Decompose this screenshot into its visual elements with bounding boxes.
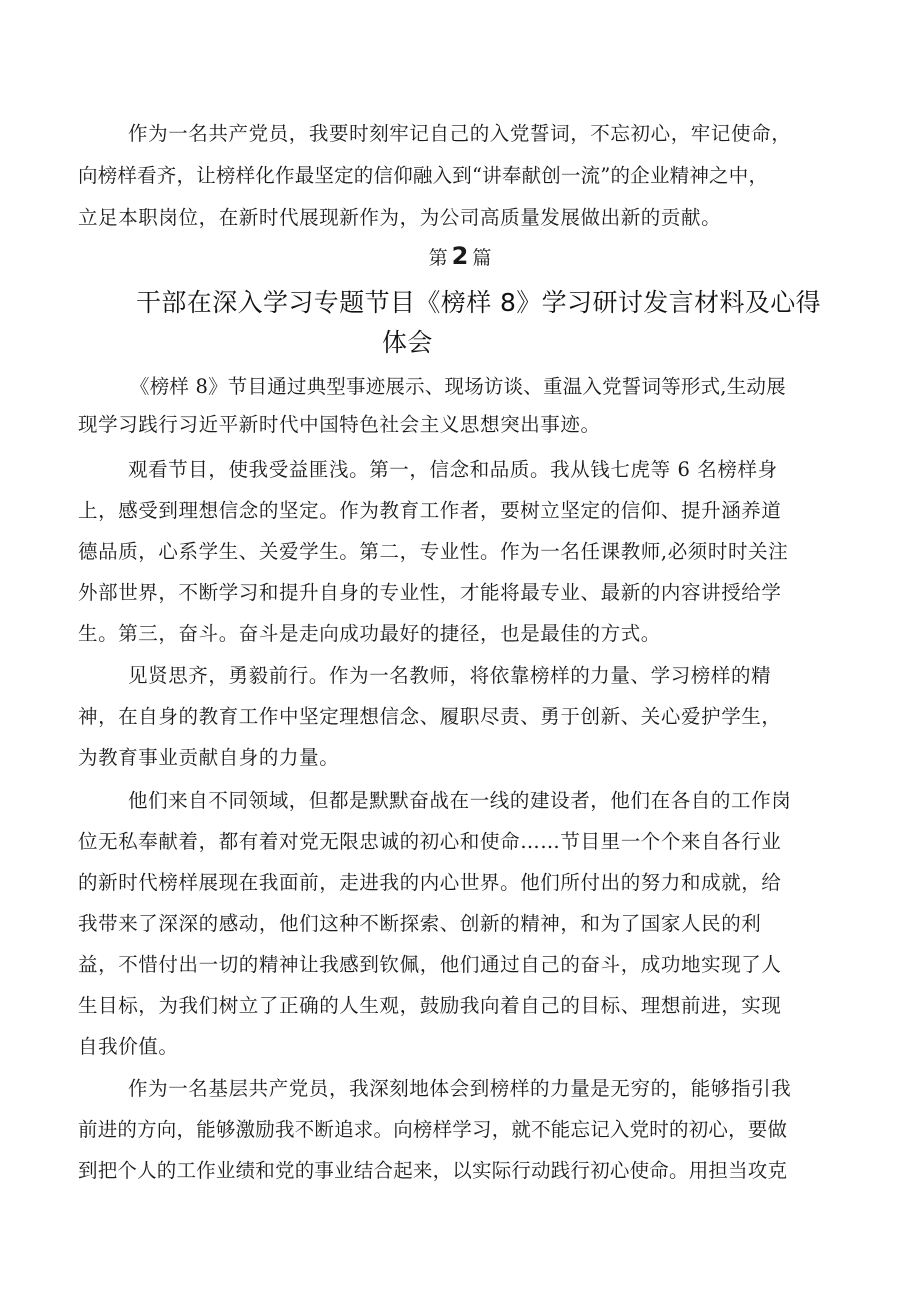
section-suffix: 篇 (472, 247, 492, 269)
paragraph-line: 神，在自身的教育工作中坚定理想信念、履职尽责、勇于创新、关心爱护学生， (78, 705, 782, 728)
paragraph-line: 现学习践行习近平新时代中国特色社会主义思想突出事迹。 (78, 413, 601, 436)
paragraph-line: 作为一名基层共产党员，我深刻地体会到榜样的力量是无穷的，能够指引我 (128, 1077, 792, 1100)
section-label (0, 242, 920, 272)
article-title-line1: 干部在深入学习专题节目《榜样 8》学习研讨发言材料及心得 (136, 288, 822, 317)
section-number: 2 (451, 242, 469, 270)
section-prefix: 第 (428, 247, 448, 269)
intro-line: 向榜样看齐，让榜样化作最坚定的信仰融入到“讲奉献创一流”的企业精神之中， (78, 164, 769, 187)
paragraph-line: 他们来自不同领域，但都是默默奋战在一线的建设者，他们在各自的工作岗 (128, 789, 792, 812)
paragraph-line: 前进的方向，能够激励我不断追求。向榜样学习，就不能忘记入党时的初心，要做 (78, 1118, 788, 1141)
paragraph-line: 我带来了深深的感动，他们这种不断探索、创新的精神，和为了国家人民的利 (78, 912, 762, 935)
intro-line: 立足本职岗位，在新时代展现新作为，为公司高质量发展做出新的贡献。 (78, 206, 722, 229)
paragraph-line: 上，感受到理想信念的坚定。作为教育工作者，要树立坚定的信仰、提升涵养道 (78, 499, 782, 522)
paragraph-line: 生目标，为我们树立了正确的人生观，鼓励我向着自己的目标、理想前进，实现 (78, 994, 782, 1017)
paragraph-line: 外部世界，不断学习和提升自身的专业性，才能将最专业、最新的内容讲授给学 (78, 581, 782, 604)
paragraph-line: 《榜样 8》节目通过典型事迹展示、现场访谈、重温入党誓词等形式,生动展 (130, 375, 786, 398)
paragraph-line: 位无私奉献着，都有着对党无限忠诚的初心和使命……节目里一个个来自各行业 (78, 830, 782, 853)
intro-line: 作为一名共产党员，我要时刻牢记自己的入党誓词，不忘初心，牢记使命， (128, 122, 792, 145)
paragraph-line: 德品质，心系学生、关爱学生。第二，专业性。作为一名任课教师,必须时时关注 (78, 540, 789, 563)
paragraph-line: 观看节目，使我受益匪浅。第一，信念和品质。我从钱七虎等 6 名榜样身 (128, 458, 778, 481)
paragraph-line: 自我价值。 (78, 1035, 179, 1058)
paragraph-line: 到把个人的工作业绩和党的事业结合起来，以实际行动践行初心使命。用担当攻克 (78, 1159, 788, 1182)
paragraph-line: 为教育事业贡献自身的力量。 (78, 746, 340, 769)
paragraph-line: 生。第三，奋斗。奋斗是走向成功最好的捷径，也是最佳的方式。 (78, 622, 661, 645)
article-title-line2: 体会 (382, 328, 433, 357)
paragraph-line: 益，不惜付出一切的精神让我感到钦佩，他们通过自己的奋斗，成功地实现了人 (78, 953, 782, 976)
paragraph-line: 的新时代榜样展现在我面前，走进我的内心世界。他们所付出的努力和成就，给 (78, 871, 782, 894)
paragraph-line: 见贤思齐，勇毅前行。作为一名教师，将依靠榜样的力量、学习榜样的精 (128, 664, 772, 687)
